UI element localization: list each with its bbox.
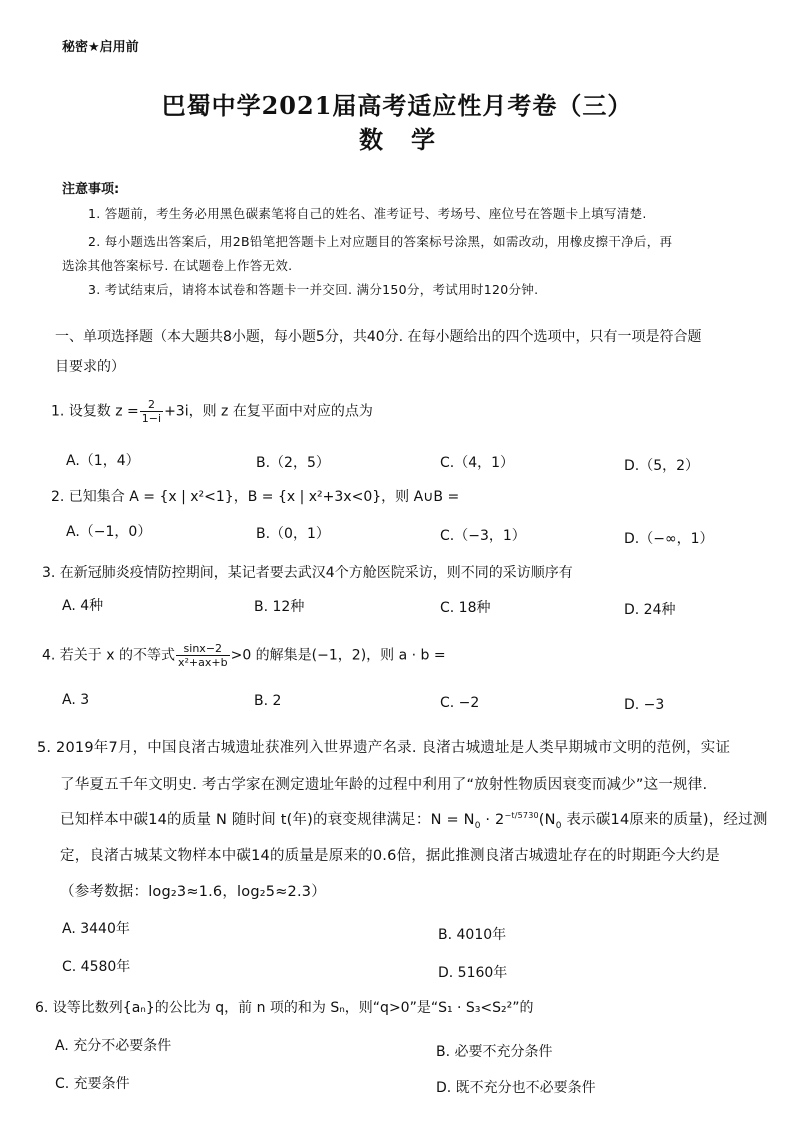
notice-line-2: 2. 每小题选出答案后，用2B铅笔把答题卡上对应题目的答案标号涂黑，如需改动，用橡皮擦干净后，再 bbox=[88, 234, 673, 249]
section-heading: 一、单项选择题（本大题共8小题，每小题5分，共40分. 在每小题给出的四个选项中，只有一项是符合题 bbox=[55, 329, 702, 345]
q5-l3-d: 表示碳14原来的质量)，经过测 bbox=[561, 812, 768, 828]
q5-l3-a: 已知样本中碳14的质量 N 随时间 t(年)的衰变规律满足：N = N bbox=[60, 812, 475, 828]
q3-option-d: D. 24种 bbox=[624, 602, 676, 618]
q4-fraction bbox=[176, 642, 230, 669]
q6-option-d: D. 既不充分也不必要条件 bbox=[436, 1080, 596, 1096]
question-5-line-1: 5. 2019年7月，中国良渚古城遗址获准列入世界遗产名录. 良渚古城遗址是人类早期城市文明的范例，实证 bbox=[37, 740, 731, 756]
q4-denominator: x²+ax+b bbox=[178, 656, 228, 669]
q5-option-b: B. 4010年 bbox=[438, 927, 507, 943]
question-6: 6. 设等比数列{aₙ}的公比为 q，前 n 项的和为 Sₙ，则“q>0”是“S₁ · S₃<S₂²”的 bbox=[35, 1000, 534, 1016]
q1-text-pre: 1. 设复数 z = bbox=[51, 403, 139, 420]
q2-option-d: D.（−∞，1） bbox=[624, 531, 714, 547]
q2-option-c: C.（−3，1） bbox=[440, 528, 526, 544]
q4-option-d: D. −3 bbox=[624, 697, 665, 713]
q4-text-post: >0 的解集是(−1，2)，则 a · b = bbox=[230, 647, 446, 664]
q1-option-b: B.（2，5） bbox=[256, 455, 330, 471]
q1-text-post: +3i，则 z 在复平面中对应的点为 bbox=[164, 403, 373, 420]
q4-option-a: A. 3 bbox=[62, 692, 90, 708]
q5-option-c: C. 4580年 bbox=[62, 959, 131, 975]
question-1 bbox=[51, 398, 373, 425]
q4-numerator: sinx−2 bbox=[176, 642, 230, 656]
q3-option-c: C. 18种 bbox=[440, 600, 491, 616]
q1-option-d: D.（5，2） bbox=[624, 458, 700, 474]
q5-l3-sub2: 0 bbox=[555, 820, 562, 831]
q1-numerator: 2 bbox=[140, 398, 163, 412]
q6-option-b: B. 必要不充分条件 bbox=[436, 1044, 553, 1060]
section-heading-cont: 目要求的） bbox=[55, 359, 125, 375]
question-5-line-3 bbox=[60, 808, 768, 831]
q1-option-a: A.（1，4） bbox=[66, 453, 140, 469]
notice-line-2-cont: 选涂其他答案标号. 在试题卷上作答无效. bbox=[62, 258, 293, 273]
question-3: 3. 在新冠肺炎疫情防控期间，某记者要去武汉4个方舱医院采访，则不同的采访顺序有 bbox=[42, 565, 573, 581]
question-2: 2. 已知集合 A = {x | x²<1}，B = {x | x²+3x<0}，则 A∪B = bbox=[51, 489, 460, 505]
q4-text-pre: 4. 若关于 x 的不等式 bbox=[42, 647, 175, 664]
notice-line-3: 3. 考试结束后，请将本试卷和答题卡一并交回. 满分150分，考试用时120分钟. bbox=[88, 282, 539, 297]
exam-title: 巴蜀中学2021届高考适应性月考卷（三） bbox=[161, 91, 633, 120]
q1-option-c: C.（4，1） bbox=[440, 455, 515, 471]
q1-denominator: 1−i bbox=[141, 412, 162, 425]
q6-option-c: C. 充要条件 bbox=[55, 1076, 130, 1092]
q6-option-a: A. 充分不必要条件 bbox=[55, 1038, 172, 1054]
subject-title: 数学 bbox=[359, 125, 463, 154]
q2-option-a: A.（−1，0） bbox=[66, 524, 152, 540]
q5-option-a: A. 3440年 bbox=[62, 921, 130, 937]
q5-l3-sub: 0 bbox=[474, 820, 481, 831]
confidential-label: 秘密★启用前 bbox=[62, 40, 139, 55]
notice-heading: 注意事项: bbox=[62, 182, 120, 197]
q1-fraction bbox=[140, 398, 163, 425]
question-4 bbox=[42, 642, 446, 669]
q3-option-b: B. 12种 bbox=[254, 599, 305, 615]
q5-l3-sup: −t/5730 bbox=[504, 811, 539, 821]
q2-option-b: B.（0，1） bbox=[256, 526, 330, 542]
question-5-line-2: 了华夏五千年文明史. 考古学家在测定遗址年龄的过程中利用了“放射性物质因衰变而减少”这一规律. bbox=[60, 777, 708, 793]
question-5-line-5: （参考数据：log₂3≈1.6，log₂5≈2.3） bbox=[60, 884, 326, 900]
q4-option-b: B. 2 bbox=[254, 693, 282, 709]
q4-option-c: C. −2 bbox=[440, 695, 480, 711]
q5-l3-b: · 2 bbox=[480, 812, 505, 828]
question-5-line-4: 定，良渚古城某文物样本中碳14的质量是原来的0.6倍，据此推测良渚古城遗址存在的时期距今大约是 bbox=[60, 848, 720, 864]
notice-line-1: 1. 答题前，考生务必用黑色碳素笔将自己的姓名、准考证号、考场号、座位号在答题卡上填写清楚. bbox=[88, 206, 647, 221]
q5-option-d: D. 5160年 bbox=[438, 965, 508, 981]
q5-l3-c: (N bbox=[538, 812, 556, 828]
q3-option-a: A. 4种 bbox=[62, 598, 104, 614]
